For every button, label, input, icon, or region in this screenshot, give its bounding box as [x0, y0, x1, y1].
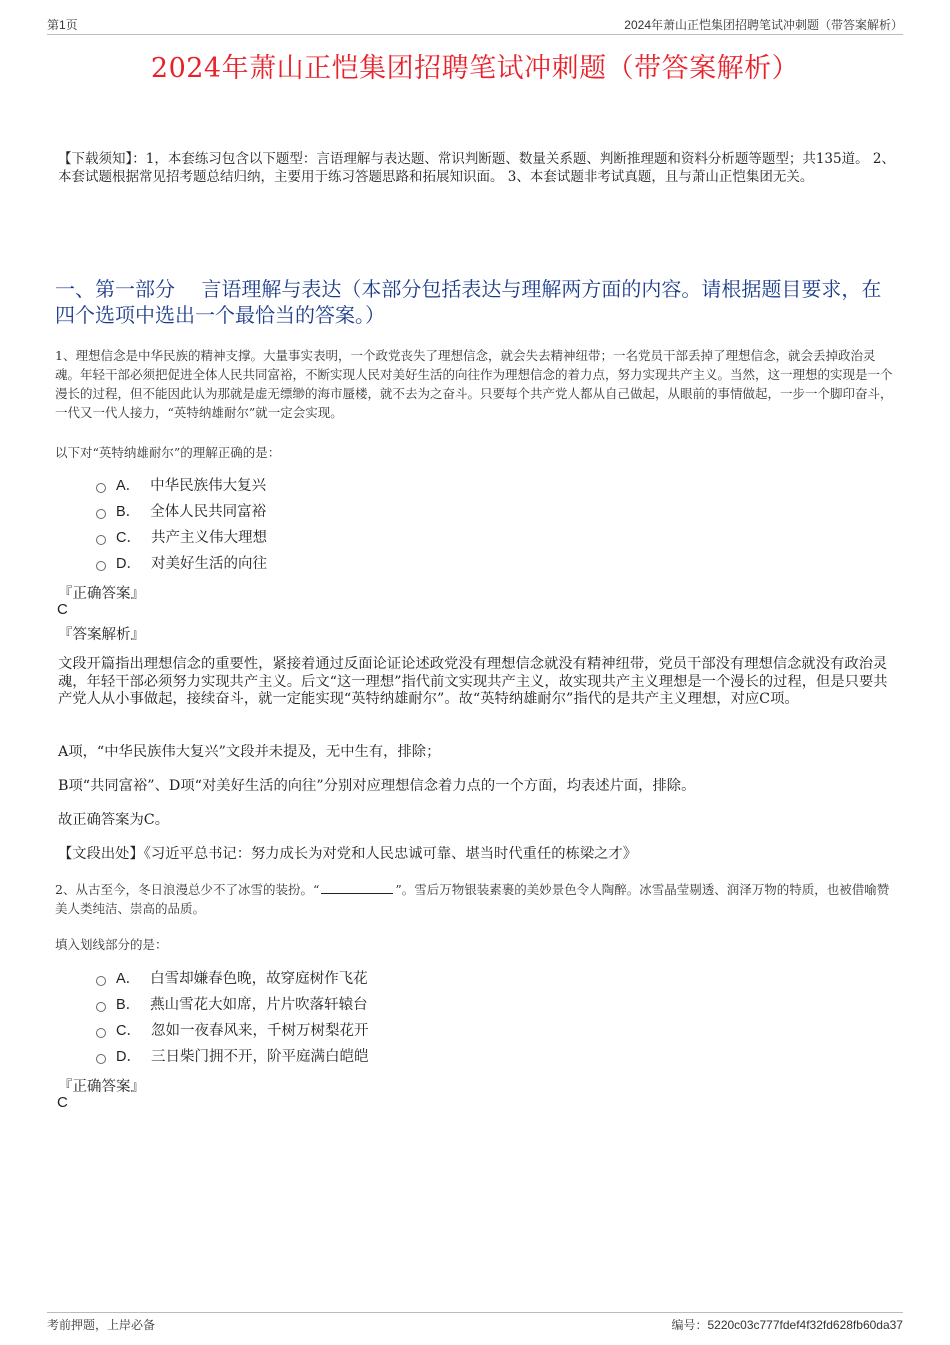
page-footer	[47, 1312, 903, 1333]
q2-answer: C	[57, 1094, 68, 1111]
radio-icon[interactable]	[96, 561, 106, 571]
q2-option-d[interactable]: D． 三日柴门拥不开，阶平庭满白皑皑	[96, 1047, 368, 1067]
q1-analysis-para: 故正确答案为C。	[58, 812, 170, 828]
question-1-lead: 以下对“英特纳雄耐尔”的理解正确的是：	[55, 445, 281, 460]
question-2-lead: 填入划线部分的是：	[55, 937, 168, 952]
q1-option-d[interactable]: D． 对美好生活的向往	[96, 554, 267, 574]
download-notice: 【下载须知】：1，本套练习包含以下题型：言语理解与表达题、常识判断题、数量关系题、判断推理题和资料分析题等题型；共135道。 2、本套试题根据常见招考题总结归纳，主要用于练习答题思路和拓展知识面。 3、本套试题非考试真题，且与萧山正恺集团无关。	[58, 151, 895, 185]
q1-answer-label: 『正确答案』	[58, 586, 145, 602]
question-2-stem: 2、从古至今，冬日浪漫总少不了冰雪的装扮。“ ”。雪后万物银装素裹的美妙景色令人陶醉。冰雪晶莹剔透、润泽万物的特质，也被借喻赞美人类纯洁、崇高的品质。	[55, 882, 890, 916]
radio-icon[interactable]	[96, 976, 106, 986]
header-doc-title: 2024年萧山正恺集团招聘笔试冲刺题（带答案解析）	[624, 18, 903, 32]
radio-icon[interactable]	[96, 509, 106, 519]
q2-answer-label: 『正确答案』	[58, 1079, 145, 1095]
q1-analysis-para: A项，“中华民族伟大复兴”文段并未提及，无中生有，排除；	[58, 744, 441, 760]
radio-icon[interactable]	[96, 1054, 106, 1064]
radio-icon[interactable]	[96, 483, 106, 493]
q2-option-b[interactable]: B． 燕山雪花大如席，片片吹落轩辕台	[96, 995, 368, 1015]
q1-answer: C	[57, 601, 68, 618]
footer-slogan: 考前押题，上岸必备	[47, 1318, 156, 1332]
radio-icon[interactable]	[96, 1028, 106, 1038]
page-header	[47, 14, 903, 35]
q1-option-c[interactable]: C． 共产主义伟大理想	[96, 528, 267, 548]
section-title: 一、第一部分 言语理解与表达（本部分包括表达与理解两方面的内容。请根据题目要求，在四个选项中选出一个最恰当的答案。）	[55, 277, 882, 327]
q1-analysis-label: 『答案解析』	[58, 627, 145, 643]
q1-analysis-para: B项“共同富裕”、D项“对美好生活的向往”分别对应理想信念着力点的一个方面，均表述片面，排除。	[58, 778, 696, 794]
page-number: 第1页	[47, 18, 78, 32]
footer-serial: 编号：5220c03c777fdef4f32fd628fb60da37	[671, 1318, 903, 1332]
q1-option-b[interactable]: B． 全体人民共同富裕	[96, 502, 266, 522]
radio-icon[interactable]	[96, 1002, 106, 1012]
q2-option-c[interactable]: C． 忽如一夜春风来，千树万树梨花开	[96, 1021, 368, 1041]
q1-source: 【文段出处】《习近平总书记：努力成长为对党和人民忠诚可靠、堪当时代重任的栋梁之才》	[58, 846, 638, 862]
q2-option-a[interactable]: A． 白雪却嫌春色晚，故穿庭树作飞花	[96, 969, 368, 989]
document-title: 2024年萧山正恺集团招聘笔试冲刺题（带答案解析）	[150, 53, 800, 84]
radio-icon[interactable]	[96, 535, 106, 545]
question-1-stem: 1、理想信念是中华民族的精神支撑。大量事实表明，一个政党丧失了理想信念，就会失去精神纽带；一名党员干部丢掉了理想信念，就会丢掉政治灵魂。年轻干部必须把促进全体人民共同富裕，不断实现人民对美好生活的向往作为理想信念的着力点，努力实现共产主义。当然，这一理想的实现是一个漫长的过程，但不能因此认为那就是虚无缥缈的海市蜃楼，就不去为之奋斗。只要每个共产党人都从自己做起，从眼前的事情做起，一步一个脚印奋斗，一代又一代人接力，“英特纳雄耐尔”就一定会实现。	[55, 348, 893, 420]
q1-analysis-para: 文段开篇指出理想信念的重要性，紧接着通过反面论证论述政党没有理想信念就没有精神纽带，党员干部没有理想信念就没有政治灵魂，年轻干部必须努力实现共产主义。后文“这一理想”指代前文实现共产主义，故实现共产主义理想是一个漫长的过程，但是只要共产党人从小事做起，接续奋斗，就一定能实现“英特纳雄耐尔”。故“英特纳雄耐尔”指代的是共产主义理想，对应C项。	[58, 656, 888, 707]
q1-option-a[interactable]: A． 中华民族伟大复兴	[96, 476, 266, 496]
fill-blank	[321, 893, 393, 894]
